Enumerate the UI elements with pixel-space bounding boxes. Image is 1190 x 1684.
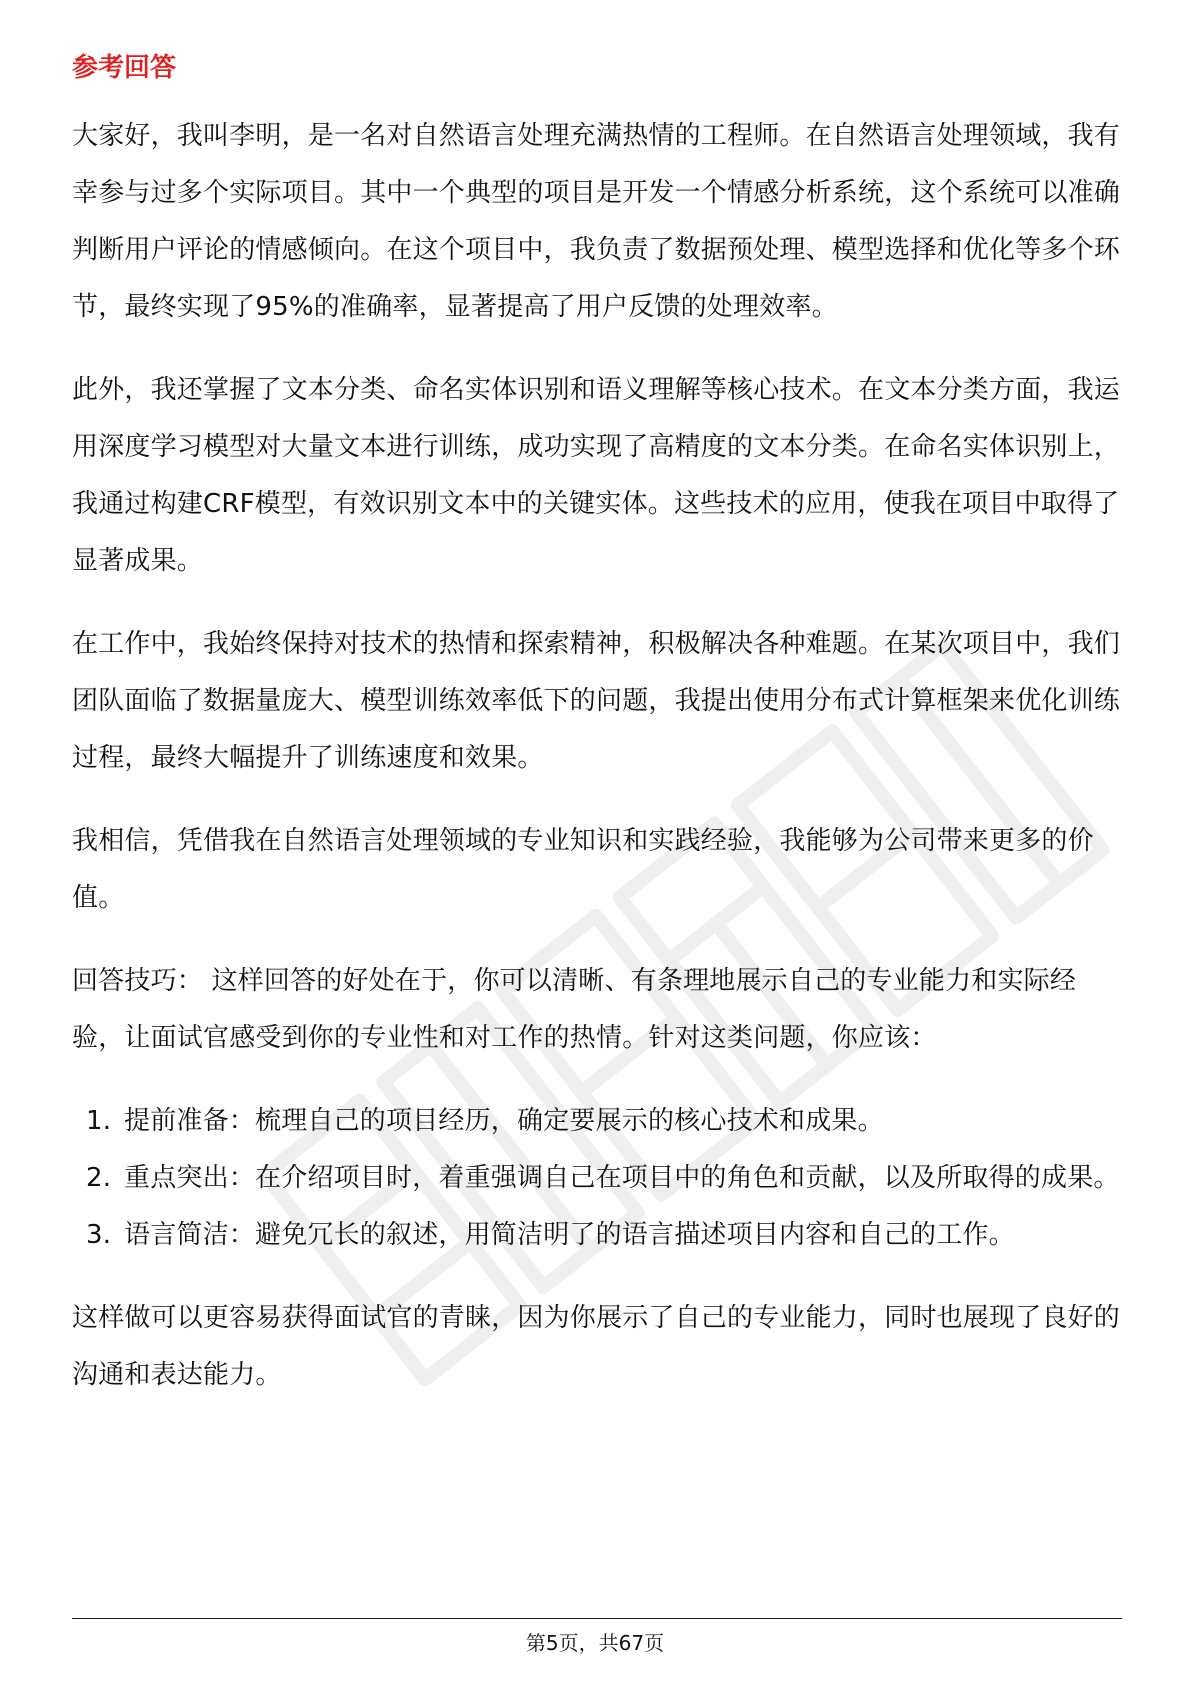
closing-paragraph: 这样做可以更容易获得面试官的青睐，因为你展示了自己的专业能力，同时也展现了良好的沟通和表达能力。 <box>72 1303 1121 1390</box>
answer-paragraph-intro: 大家好，我叫李明，是一名对自然语言处理充满热情的工程师。在自然语言处理领域，我有幸参与过多个实际项目。其中一个典型的项目是开发一个情感分析系统，这个系统可以准确判断用户评论的情感倾向。在这个项目中，我负责了数据预处理、模型选择和优化等多个环节，最终实现了95%的准确率，显著提高了用户反馈的处理效率。 <box>72 121 1121 322</box>
tips-list <box>72 1093 1122 1264</box>
page-number: 第5页，共67页 <box>525 1631 665 1655</box>
list-item-text: 语言简洁：避免冗长的叙述，用简洁明了的语言描述项目内容和自己的工作。 <box>124 1220 1015 1250</box>
list-item <box>72 1093 1122 1150</box>
footer-divider <box>72 1618 1122 1619</box>
answer-paragraph-skills: 此外，我还掌握了文本分类、命名实体识别和语义理解等核心技术。在文本分类方面，我运用深度学习模型对大量文本进行训练，成功实现了高精度的文本分类。在命名实体识别上，我通过构建CRF模型，有效识别文本中的关键实体。这些技术的应用，使我在项目中取得了显著成果。 <box>72 375 1121 576</box>
section-heading: 参考回答 <box>72 53 177 83</box>
answer-paragraph-conclusion: 我相信，凭借我在自然语言处理领域的专业知识和实践经验，我能够为公司带来更多的价值。 <box>72 826 1094 913</box>
tips-paragraph: 回答技巧： 这样回答的好处在于，你可以清晰、有条理地展示自己的专业能力和实际经验，让面试官感受到你的专业性和对工作的热情。针对这类问题，你应该： <box>72 966 1077 1053</box>
list-item <box>72 1207 1122 1264</box>
list-item-text: 重点突出：在介绍项目时，着重强调自己在项目中的角色和贡献，以及所取得的成果。 <box>124 1163 1120 1193</box>
list-item-number: 3. <box>86 1220 112 1250</box>
list-item <box>72 1150 1122 1207</box>
list-item-number: 2. <box>86 1163 112 1193</box>
answer-paragraph-work: 在工作中，我始终保持对技术的热情和探索精神，积极解决各种难题。在某次项目中，我们团队面临了数据量庞大、模型训练效率低下的问题，我提出使用分布式计算框架来优化训练过程，最终大幅提升了训练速度和效果。 <box>72 629 1121 773</box>
main-content <box>72 48 1122 1430</box>
list-item-number: 1. <box>86 1106 112 1136</box>
list-item-text: 提前准备：梳理自己的项目经历，确定要展示的核心技术和成果。 <box>124 1106 884 1136</box>
